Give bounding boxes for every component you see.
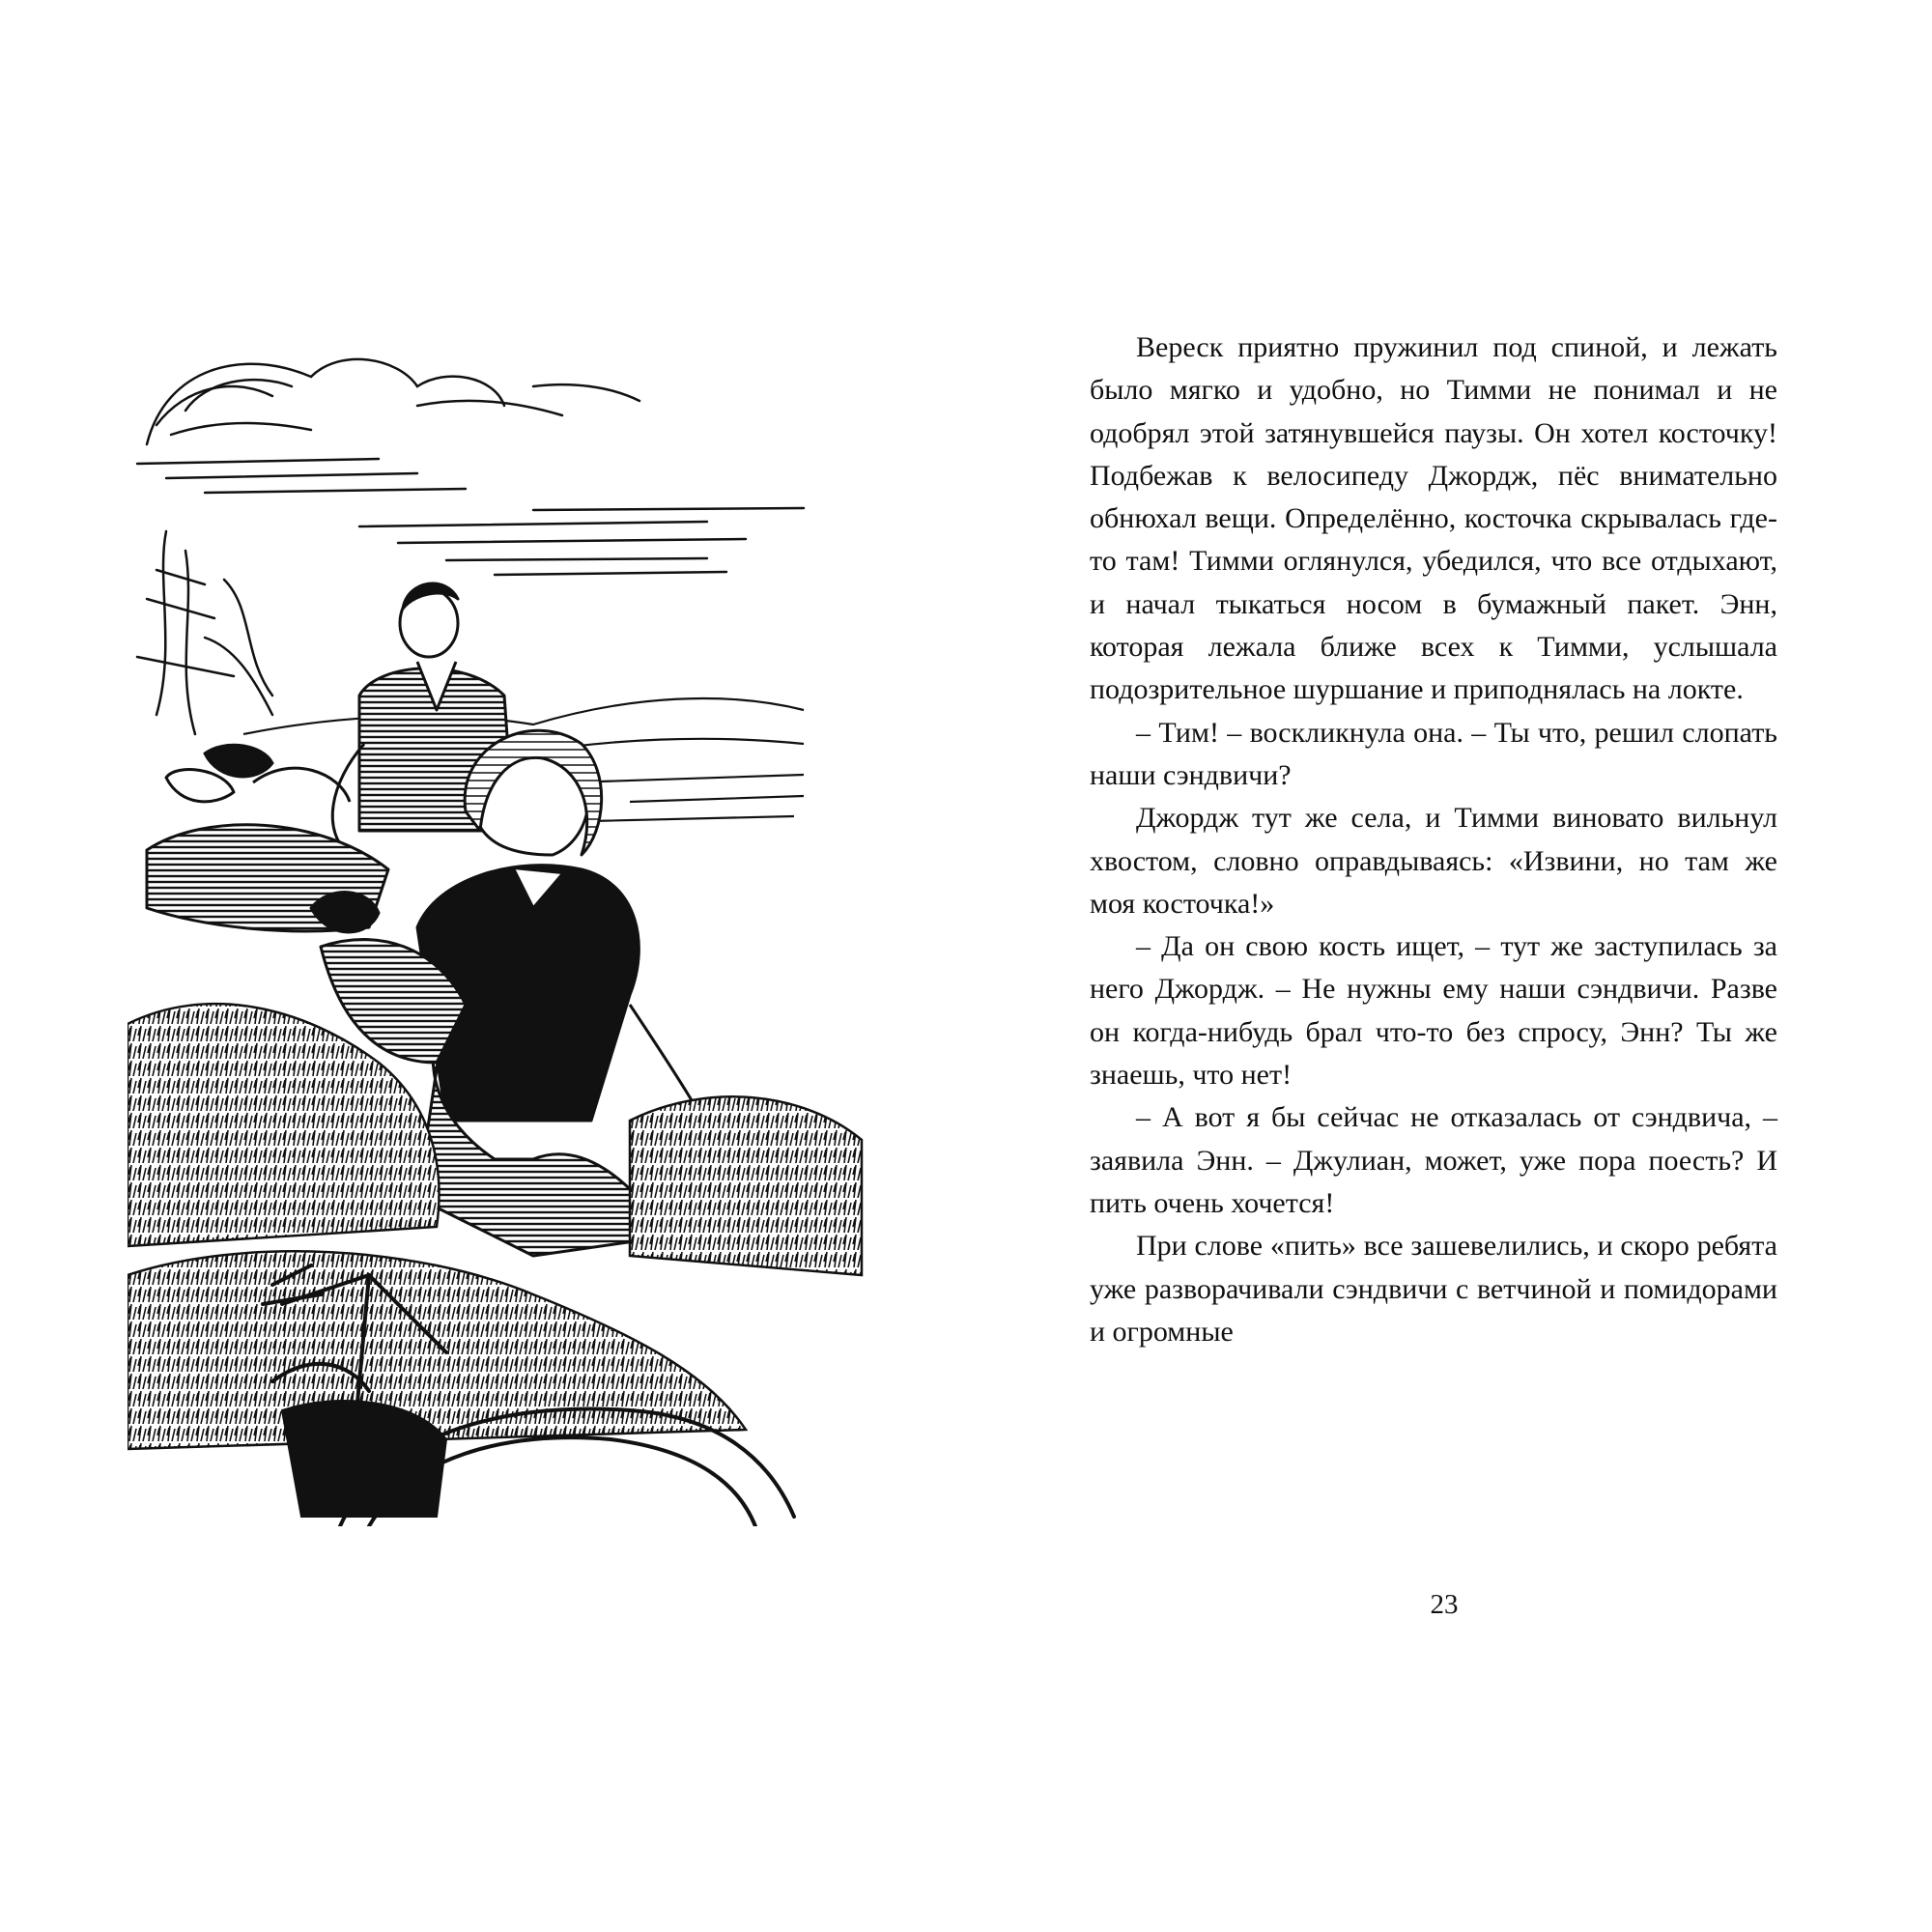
paragraph-5: – А вот я бы сейчас не отказалась от сэндвича, – заявила Энн. – Джулиан, может, уже пора поесть? И пить очень хочется!	[1090, 1101, 1777, 1219]
paragraph-3: Джордж тут же села, и Тимми виновато вильнул хвостом, словно оправдываясь: «Извини, но там же моя косточка!»	[1090, 802, 1777, 920]
paragraph-2: – Тим! – воскликнула она. – Ты что, решил слопать наши сэндвичи?	[1090, 716, 1777, 791]
paragraph-1: Вереск приятно пружинил под спиной, и лежать было мягко и удобно, но Тимми не понимал и не одобрял этой затянувшейся паузы. Он хотел косточку! Подбежав к велосипеду Джордж, пёс внимательно обнюхал вещи. Определённо, косточка скрывалась где-то там! Тимми оглянулся, убедился, что все отдыхают, и начал тыкаться носом в бумажный пакет. Энн, которая лежала ближе всех к Тимми, услышала подозрительное шуршание и приподнялась на локте.	[1090, 331, 1777, 706]
illustration	[128, 328, 889, 1526]
paragraph-6: При слове «пить» все зашевелились, и скоро ребята уже разворачивали сэндвичи с ветчиной и помидорами и огромные	[1090, 1230, 1777, 1348]
paragraph-4: – Да он свою кость ищет, – тут же заступилась за него Джордж. – Не нужны ему наши сэндвичи. Разве он когда-нибудь брал что-то без спросу, Энн? Ты же знаешь, что нет!	[1090, 930, 1777, 1092]
page-number: 23	[1430, 1589, 1459, 1620]
text-page	[1090, 327, 1777, 1353]
ink-illustration-icon	[128, 328, 889, 1526]
